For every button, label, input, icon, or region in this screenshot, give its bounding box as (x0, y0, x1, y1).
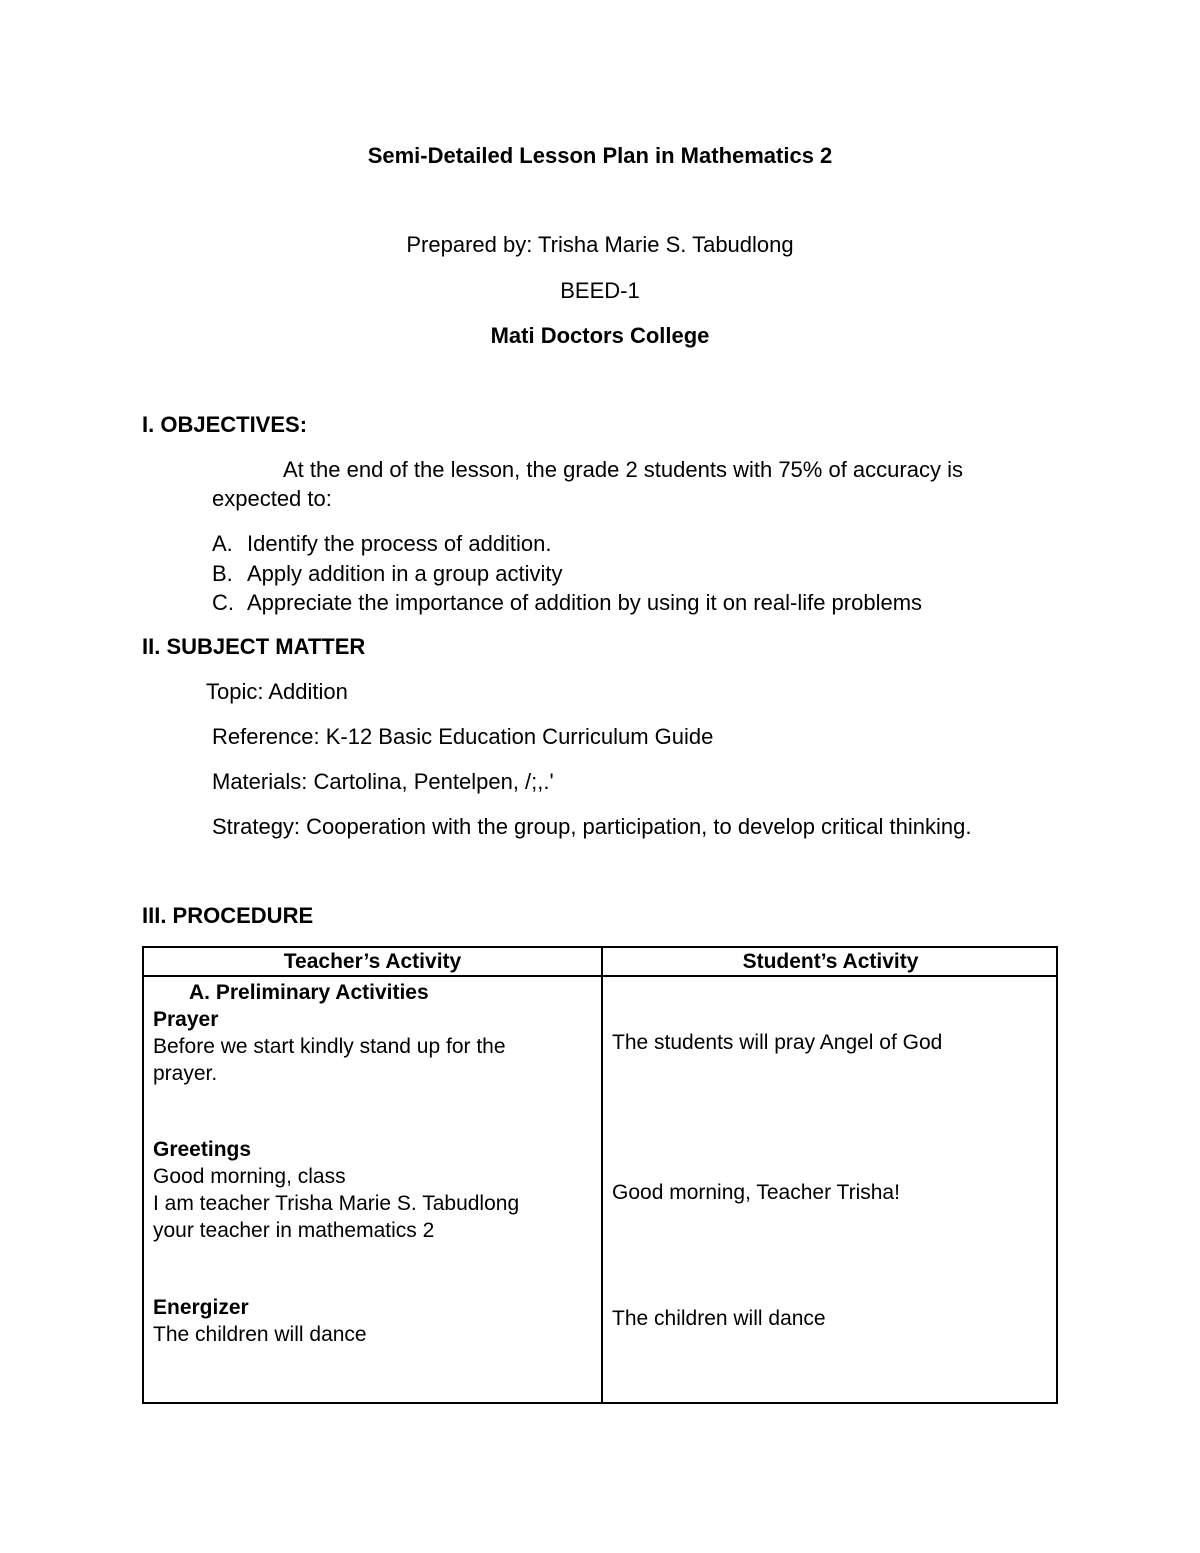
objective-letter: A. (212, 531, 233, 556)
greetings-teacher-line3: your teacher in mathematics 2 (153, 1219, 435, 1242)
objectives-intro-line2: expected to: (212, 486, 332, 511)
objectives-heading: I. OBJECTIVES: (142, 412, 308, 437)
energizer-student: The children will dance (612, 1307, 826, 1330)
objective-text: Identify the process of addition. (247, 531, 552, 556)
objectives-intro-line1: At the end of the lesson, the grade 2 students with 75% of accuracy is (283, 457, 963, 482)
school-name: Mati Doctors College (490, 323, 710, 348)
prayer-teacher-line1: Before we start kindly stand up for the (153, 1035, 506, 1058)
energizer-title: Energizer (153, 1296, 249, 1319)
greetings-student: Good morning, Teacher Trisha! (612, 1181, 900, 1204)
subject-matter-heading: II. SUBJECT MATTER (142, 634, 366, 659)
prayer-teacher-line2: prayer. (153, 1062, 218, 1085)
table-header-divider (144, 975, 1056, 977)
column-header-teacher: Teacher’s Activity (283, 950, 462, 973)
column-header-student: Student’s Activity (742, 950, 919, 973)
greetings-teacher-line1: Good morning, class (153, 1165, 346, 1188)
procedure-table (142, 946, 1058, 1404)
prepared-by: Prepared by: Trisha Marie S. Tabudlong (406, 232, 794, 257)
objective-text: Appreciate the importance of addition by using it on real-life problems (247, 590, 923, 615)
subject-reference: Reference: K-12 Basic Education Curriculum Guide (212, 724, 714, 749)
section-a-heading: A. Preliminary Activities (189, 981, 429, 1004)
objective-letter: C. (212, 590, 234, 615)
subject-strategy: Strategy: Cooperation with the group, participation, to develop critical thinking. (212, 814, 972, 839)
subject-materials: Materials: Cartolina, Pentelpen, /;,.' (212, 769, 554, 794)
energizer-teacher: The children will dance (153, 1323, 367, 1346)
greetings-title: Greetings (153, 1138, 252, 1161)
document-title: Semi-Detailed Lesson Plan in Mathematics 2 (367, 143, 833, 168)
objective-letter: B. (212, 561, 233, 586)
objective-item (212, 590, 922, 616)
objective-item (212, 561, 563, 587)
table-column-divider (601, 948, 603, 1402)
objective-text: Apply addition in a group activity (247, 561, 563, 586)
procedure-heading: III. PROCEDURE (142, 903, 314, 928)
prayer-student: The students will pray Angel of God (612, 1031, 943, 1054)
objective-item (212, 531, 552, 557)
course-label: BEED-1 (560, 278, 640, 303)
subject-topic: Topic: Addition (206, 679, 348, 704)
greetings-teacher-line2: I am teacher Trisha Marie S. Tabudlong (153, 1192, 520, 1215)
prayer-title: Prayer (153, 1008, 219, 1031)
